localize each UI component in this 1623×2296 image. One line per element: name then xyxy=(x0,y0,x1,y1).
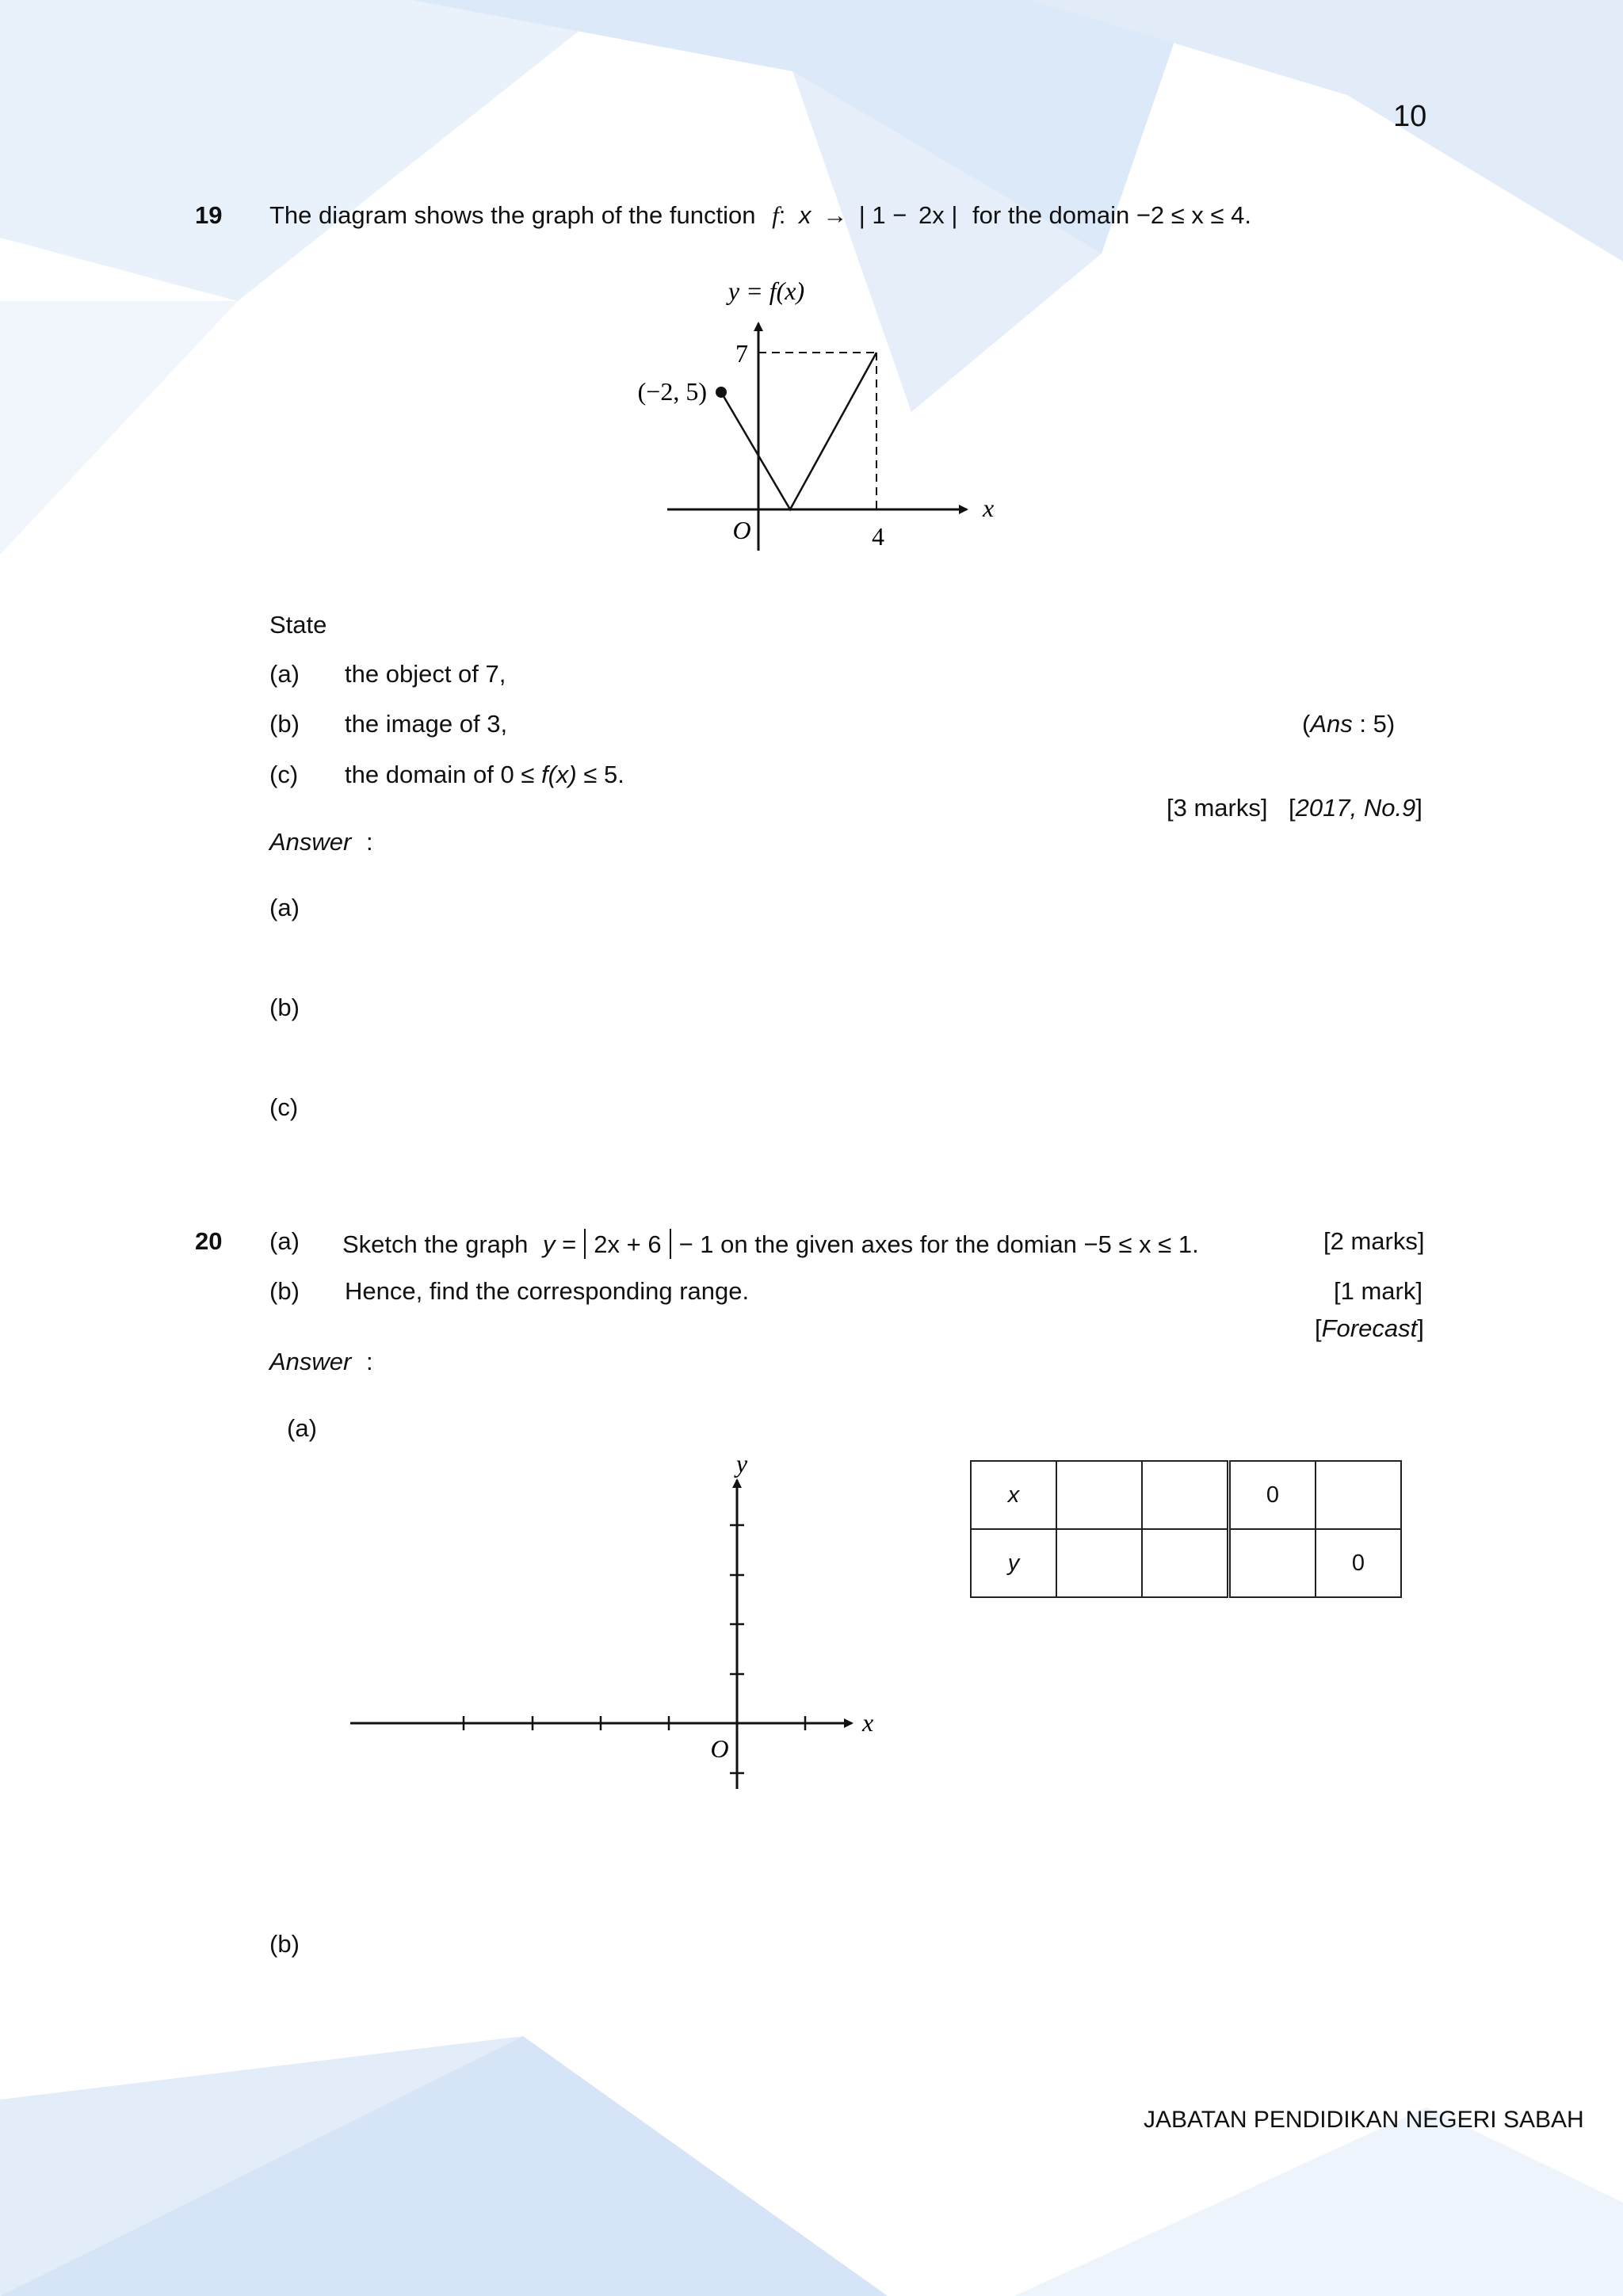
table-row-y xyxy=(971,1529,1401,1597)
part-a-equals: = xyxy=(562,1230,577,1258)
q20-answer-b: (b) xyxy=(269,1930,300,1958)
answer-note xyxy=(1302,711,1395,736)
part-a-text-pre: Sketch the graph xyxy=(342,1230,529,1258)
endpoint-dot xyxy=(716,387,727,398)
table-cell[interactable] xyxy=(1056,1529,1142,1597)
function-expression-open: | 1 − xyxy=(858,201,907,229)
q20-part-a-label: (a) xyxy=(269,1227,300,1255)
forecast-open: [ xyxy=(1315,1314,1322,1342)
q20-part-b-marks: [1 mark] xyxy=(1334,1277,1423,1305)
arrow-symbol: → xyxy=(823,201,848,229)
graph-xlabel: x xyxy=(983,494,995,522)
page-number: 10 xyxy=(1393,100,1427,133)
answer-note-open: ( xyxy=(1302,710,1311,738)
source-text: 2017, No.9 xyxy=(1295,794,1416,822)
graph-point-label: (−2, 5) xyxy=(637,377,707,406)
q20-part-a-text xyxy=(342,1229,1199,1259)
q20-part-b-label: (b) xyxy=(269,1277,300,1305)
axes-ylabel: y xyxy=(735,1449,748,1478)
q19-part-b-text: the image of 3, xyxy=(345,710,508,738)
stem-text: The diagram shows the graph of the function xyxy=(269,201,756,229)
stem-domain-text: for the domain −2 ≤ x ≤ 4. xyxy=(972,201,1252,229)
table-cell: 0 xyxy=(1229,1461,1316,1529)
part-a-expression: 2x + 6 xyxy=(594,1230,662,1258)
table-cell: x xyxy=(971,1461,1056,1529)
q19-part-c-text xyxy=(345,762,624,787)
function-curve xyxy=(721,353,876,509)
state-label: State xyxy=(269,611,327,639)
axes-xlabel: x xyxy=(862,1708,874,1737)
part-c-text-post: ≤ 5. xyxy=(583,761,624,788)
footer-text: JABATAN PENDIDIKAN NEGERI SABAH xyxy=(1144,2107,1584,2133)
answer-colon: : xyxy=(366,828,373,856)
axes-origin: O xyxy=(710,1734,729,1763)
question-20-number: 20 xyxy=(195,1227,223,1255)
source-close: ] xyxy=(1415,794,1423,822)
graph-origin: O xyxy=(732,516,751,544)
question-19-number: 19 xyxy=(195,201,223,229)
question-19-stem xyxy=(269,203,1251,227)
abs-bar-right xyxy=(670,1229,671,1259)
q20-part-a-marks: [2 marks] xyxy=(1323,1227,1425,1255)
table-cell: y xyxy=(971,1529,1056,1597)
q19-part-a-text: the object of 7, xyxy=(345,660,506,688)
graph-y-tick-7: 7 xyxy=(735,339,748,368)
answer-note-label: Ans xyxy=(1310,710,1353,738)
q19-part-c-label: (c) xyxy=(269,761,299,788)
answer-colon: : xyxy=(366,1348,373,1375)
part-a-text-post: − 1 on the given axes for the domian −5 ≤ x ≤ 1. xyxy=(678,1230,1199,1258)
part-c-function: f(x) xyxy=(540,761,577,788)
answer-word: Answer xyxy=(269,828,352,856)
forecast-close: ] xyxy=(1417,1314,1424,1342)
q19-part-b-label: (b) xyxy=(269,710,300,738)
function-variable: x xyxy=(798,201,812,229)
abs-bar-left xyxy=(584,1229,586,1259)
q19-function-graph xyxy=(602,269,1030,563)
q19-part-a-label: (a) xyxy=(269,660,300,688)
table-cell[interactable] xyxy=(1142,1529,1229,1597)
graph-ylabel: y = f(x) xyxy=(727,277,805,305)
table-row-x xyxy=(971,1461,1401,1529)
q20-forecast xyxy=(1315,1316,1424,1341)
part-a-y: y xyxy=(543,1230,556,1258)
source-open: [ xyxy=(1289,794,1296,822)
q19-answer-label xyxy=(269,830,373,854)
table-cell[interactable] xyxy=(1316,1461,1401,1529)
function-name: f xyxy=(772,201,779,229)
answer-word: Answer xyxy=(269,1348,352,1375)
q20-answer-label xyxy=(269,1349,373,1374)
function-expression-term: 2x xyxy=(918,201,945,229)
function-expression-close: | xyxy=(951,201,958,229)
table-cell: 0 xyxy=(1316,1529,1401,1597)
forecast-text: Forecast xyxy=(1321,1314,1418,1342)
q20-part-b-text: Hence, find the corresponding range. xyxy=(345,1277,750,1305)
q20-answer-a: (a) xyxy=(287,1414,317,1442)
q19-source xyxy=(1289,795,1423,820)
answer-note-value: : 5) xyxy=(1359,710,1396,738)
function-colon: : xyxy=(778,201,786,229)
table-cell[interactable] xyxy=(1229,1529,1316,1597)
q19-answer-a: (a) xyxy=(269,894,300,921)
table-cell[interactable] xyxy=(1142,1461,1229,1529)
graph-x-tick-4: 4 xyxy=(872,522,884,551)
q19-marks: [3 marks] xyxy=(1167,794,1268,822)
part-c-text-pre: the domain of 0 ≤ xyxy=(345,761,535,788)
q19-answer-c: (c) xyxy=(269,1093,299,1121)
q19-answer-b: (b) xyxy=(269,994,300,1021)
q20-blank-axes xyxy=(341,1442,896,1798)
table-cell[interactable] xyxy=(1056,1461,1142,1529)
value-table xyxy=(970,1460,1402,1598)
